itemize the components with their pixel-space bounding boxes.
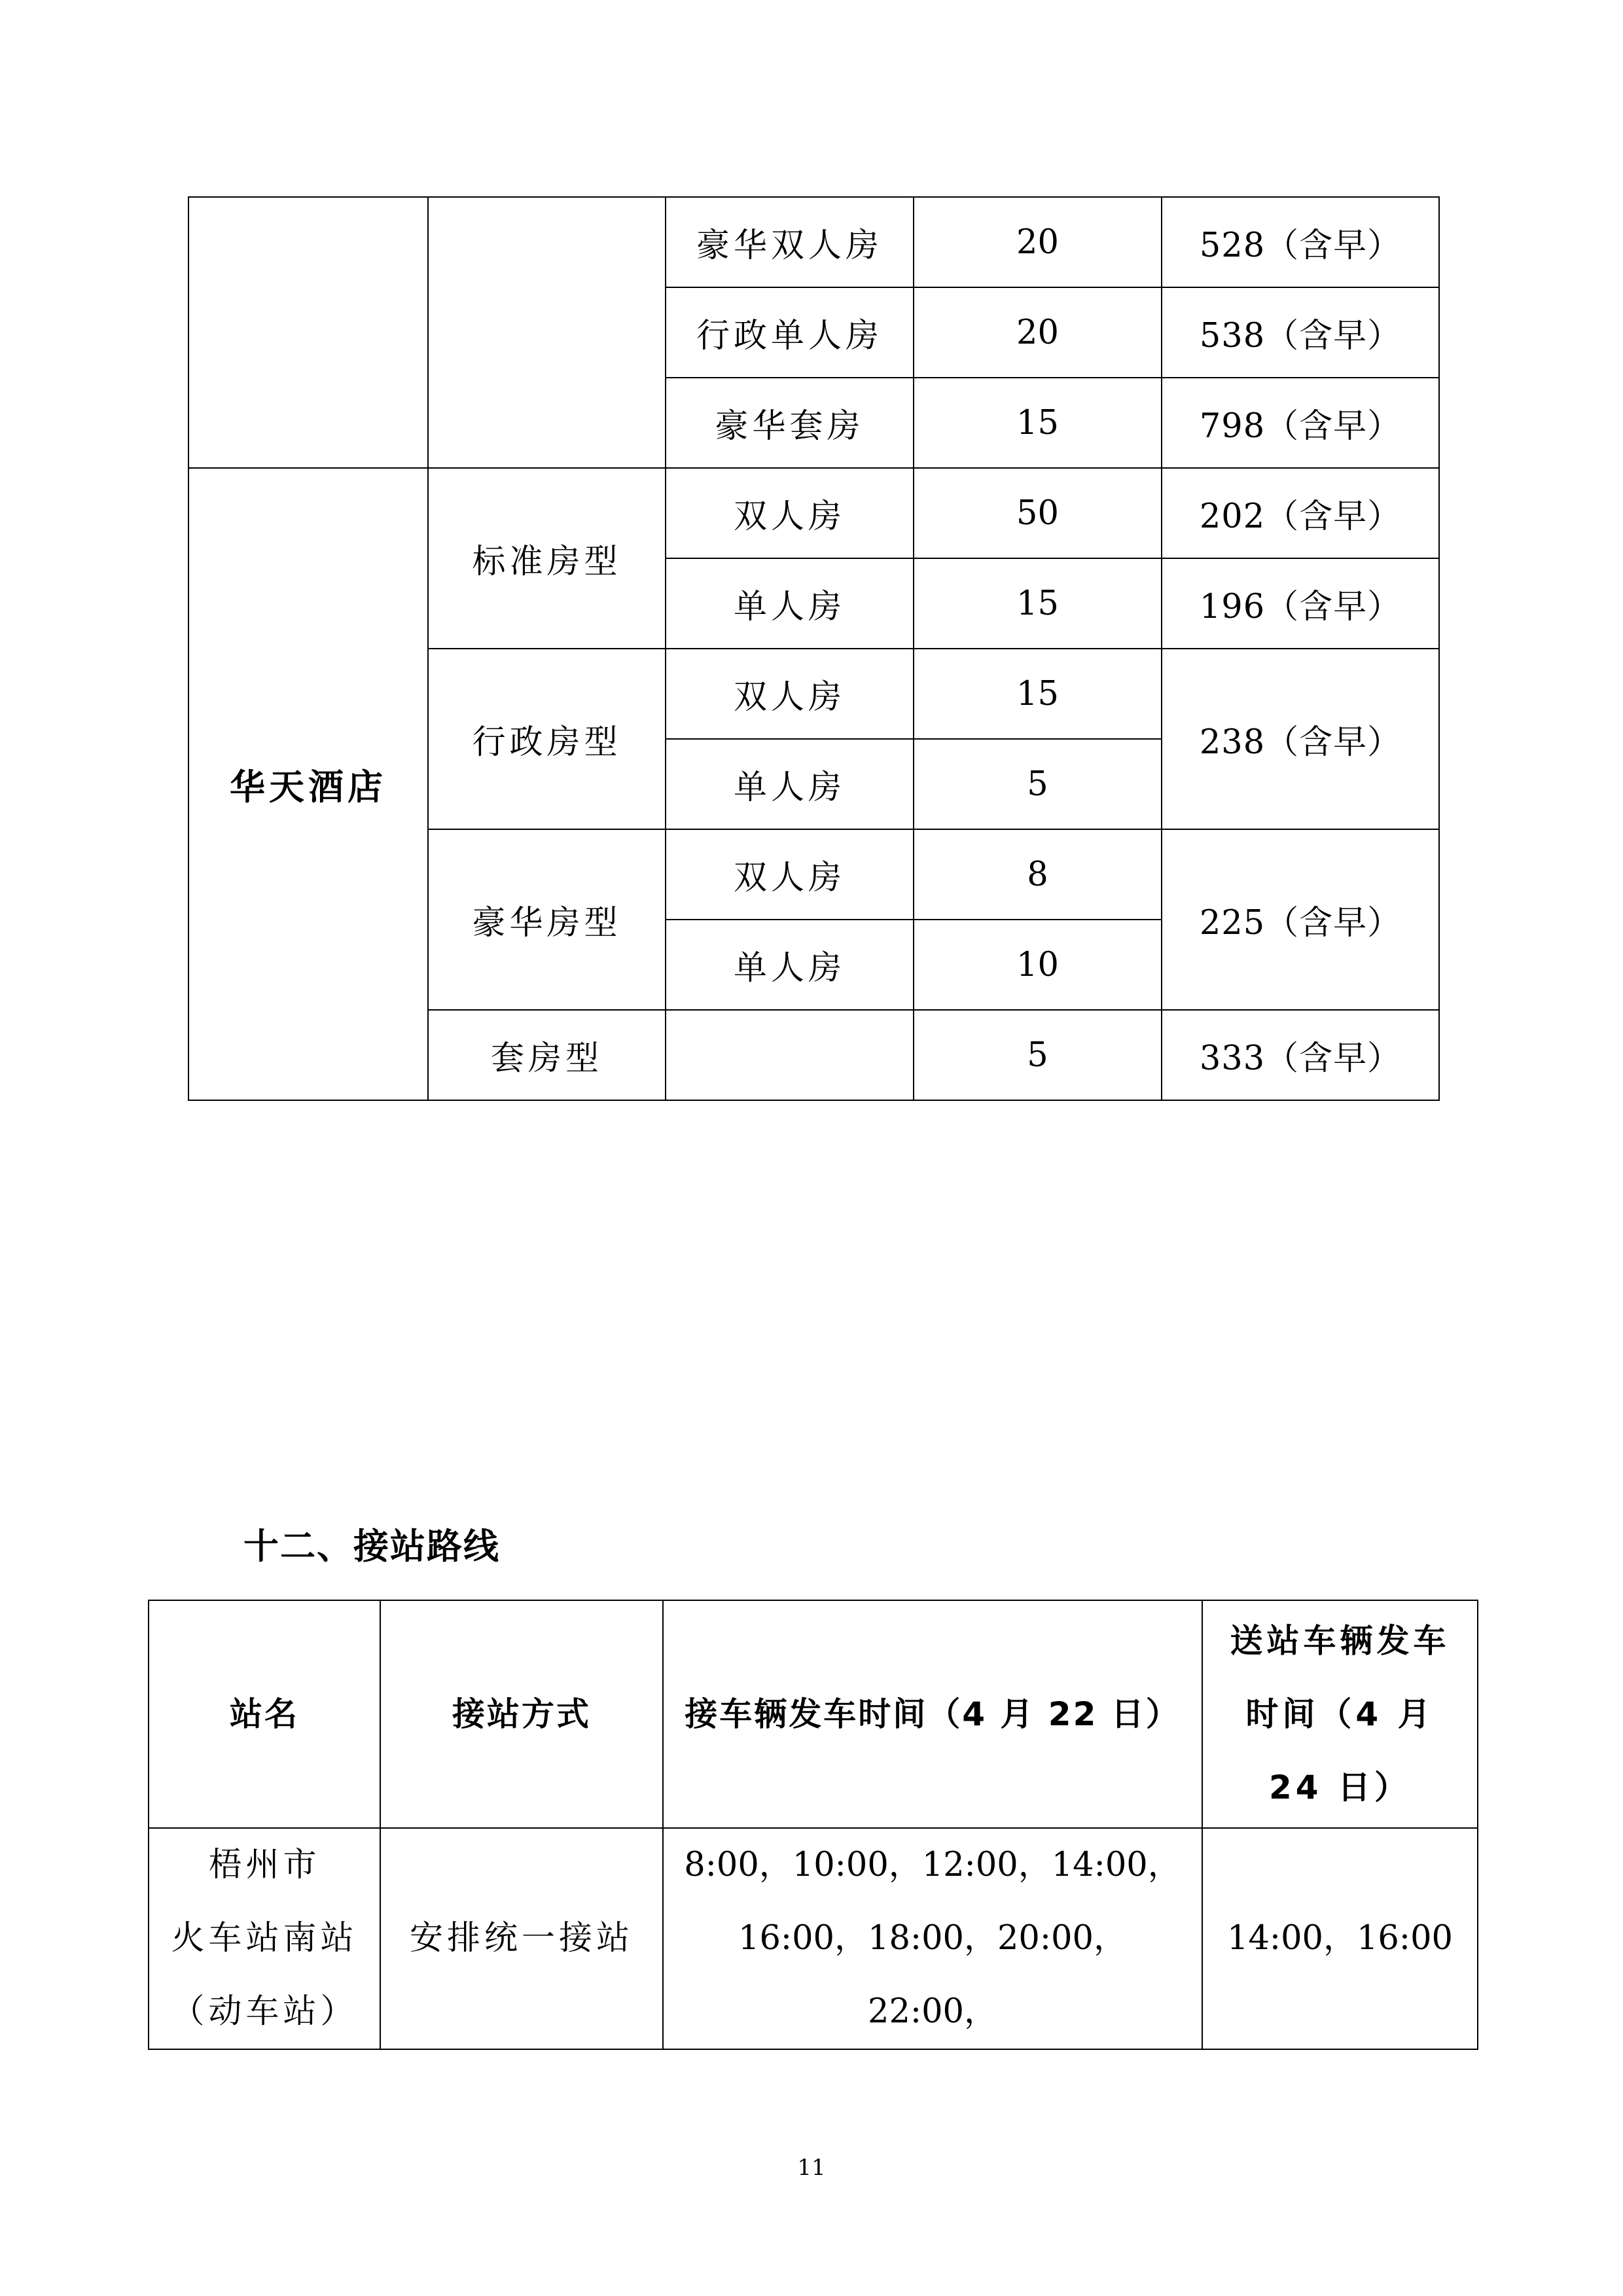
station-line: 火车站南站 — [171, 1919, 358, 1958]
room-name-cell: 豪华套房 — [666, 378, 914, 468]
header-pickup-time: 接车辆发车时间（4 月 22 日） — [663, 1600, 1202, 1828]
room-price-cell: 196（含早） — [1162, 558, 1439, 649]
pickup-times-line: 8:00，10:00，12:00，14:00， — [684, 1846, 1181, 1884]
pickup-times-line: 16:00，18:00，20:00，22:00， — [738, 1919, 1127, 2031]
room-count-cell: 15 — [914, 649, 1162, 739]
room-type-cell: 豪华房型 — [428, 829, 666, 1010]
room-count-cell: 20 — [914, 197, 1162, 287]
room-count-cell: 20 — [914, 287, 1162, 378]
room-price-cell: 798（含早） — [1162, 378, 1439, 468]
hotel-room-table — [188, 196, 1440, 1101]
dropoff-times-cell: 14:00，16:00 — [1202, 1828, 1478, 2049]
room-name-cell: 单人房 — [666, 558, 914, 649]
room-type-cell-empty — [428, 197, 666, 468]
room-count-cell: 5 — [914, 1010, 1162, 1100]
room-name-cell: 豪华双人房 — [666, 197, 914, 287]
room-name-cell: 单人房 — [666, 739, 914, 829]
room-name-cell — [666, 1010, 914, 1100]
room-type-cell: 套房型 — [428, 1010, 666, 1100]
room-count-cell: 15 — [914, 558, 1162, 649]
table-header-row — [149, 1600, 1478, 1828]
table-row — [188, 468, 1439, 558]
room-count-cell: 50 — [914, 468, 1162, 558]
header-dropoff-time: 送站车辆发车时间（4 月 24 日） — [1202, 1600, 1478, 1828]
room-price-cell: 225（含早） — [1162, 829, 1439, 1010]
room-price-cell: 528（含早） — [1162, 197, 1439, 287]
method-cell: 安排统一接站 — [380, 1828, 663, 2049]
station-cell — [149, 1828, 380, 2049]
room-count-cell: 10 — [914, 920, 1162, 1010]
room-type-cell: 标准房型 — [428, 468, 666, 649]
hotel-name-cell: 华天酒店 — [188, 468, 428, 1100]
pickup-route-table — [148, 1600, 1478, 2050]
room-name-cell: 双人房 — [666, 649, 914, 739]
room-type-cell: 行政房型 — [428, 649, 666, 829]
page-number: 11 — [797, 2155, 826, 2181]
room-name-cell: 单人房 — [666, 920, 914, 1010]
room-name-cell: 行政单人房 — [666, 287, 914, 378]
header-station: 站名 — [149, 1600, 380, 1828]
room-count-cell: 8 — [914, 829, 1162, 920]
hotel-name-cell-empty — [188, 197, 428, 468]
room-price-cell: 238（含早） — [1162, 649, 1439, 829]
room-name-cell: 双人房 — [666, 468, 914, 558]
room-price-cell: 333（含早） — [1162, 1010, 1439, 1100]
room-count-cell: 15 — [914, 378, 1162, 468]
pickup-times-cell — [663, 1828, 1202, 2049]
table-row — [149, 1828, 1478, 2049]
room-price-cell: 538（含早） — [1162, 287, 1439, 378]
room-price-cell: 202（含早） — [1162, 468, 1439, 558]
section-heading: 十二、接站路线 — [243, 1526, 500, 1567]
header-method: 接站方式 — [380, 1600, 663, 1828]
room-name-cell: 双人房 — [666, 829, 914, 920]
room-count-cell: 5 — [914, 739, 1162, 829]
station-line: 梧州市 — [208, 1846, 321, 1884]
table-row — [188, 197, 1439, 287]
station-line: （动车站） — [171, 1992, 358, 2031]
